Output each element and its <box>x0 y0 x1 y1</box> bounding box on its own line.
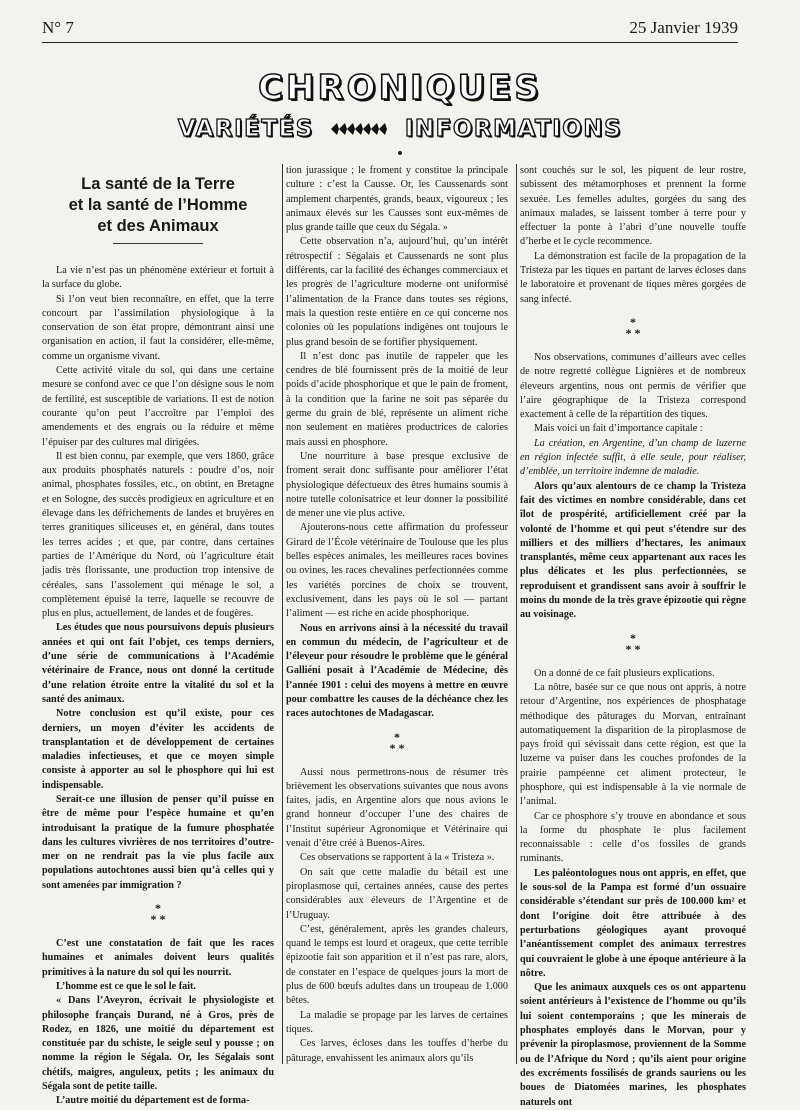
subtitle-informations: INFORMATIONS <box>404 116 623 142</box>
asterism-separator: * * * <box>389 729 405 755</box>
paragraph: On a donné de ce fait plusieurs explications. <box>534 667 715 679</box>
paragraph: La démonstration est facile de la propagation de la Tristeza par les tiques en partant de larves écloses dans le laboratoire et provenant de tiques mères gorgées de sang infecté. <box>520 250 746 305</box>
header-rule <box>42 42 738 43</box>
paragraph: Nous en arrivons ainsi à la nécessité du travail en commun du médecin, de l’agriculteur et de l’éleveur pour résoudre le problème que le général Galliéni posait à l’Académie de Médecine, dès l’année 1901 : celui des moyens à mettre en œuvre pour combattre les causes de la déchéance chez les races autochtones de Madagascar. <box>286 622 508 720</box>
paragraph: Que les animaux auxquels ces os ont appartenu soient antérieurs à l’existence de l’homme ou qu’ils lui soient contemporains ; que les minerais de phosphates employés dans le Morvan, pour y prévenir la piroplasmose, proviennent de la Somme ou de l’Afrique du Nord ; qu’ils aient pour origine des excréments fossilisés de grands sauriens ou les boues de Diatomées marines, les phosphates naturels ont <box>520 982 746 1108</box>
page-header <box>42 18 738 42</box>
asterism-separator: * * * <box>625 314 641 340</box>
paragraph: C’est une constatation de fait que les races humaines et animales doivent leurs qualités primitives à la nature du sol qui les nourrit. <box>42 938 274 978</box>
paragraph: La vie n’est pas un phénomène extérieur et fortuit à la surface du globe. <box>42 265 274 291</box>
paragraph: La nôtre, basée sur ce que nous ont appris, à notre retour d’Argentine, nos expériences de phosphatage méthodique des pâturages du Morvan, entraînant automatiquement la disparition de la piroplasmose de pays froid qui sévissait dans cette région, est que la luzerne va puiser dans les couches profondes de la prairie pampéenne cet aliment protecteur, le phosphore, qui est indispensable à la vie normale de l’animal. <box>520 681 746 808</box>
masthead <box>0 68 800 155</box>
paragraph: La création, en Argentine, d’un champ de luzerne en région infectée suffit, à elle seule, pour réaliser, d’emblée, un territoire indemne de maladie. <box>520 437 746 478</box>
paragraph: C’est, généralement, après les grandes chaleurs, quand le temps est lourd et orageux, que cette terrible épizootie fait son apparition et il n’est pas rare, alors, de constater en l’espace de quelques jours la mort de plus de 600 bœufs adultes dans un troupeau de 1.000 bêtes. <box>286 923 508 1007</box>
paragraph: Il est bien connu, par exemple, que vers 1860, grâce aux produits phosphatés naturels : poudre d’os, noir animal, phosphates fossiles, etc., on obtint, en Bretagne et en Sologne, des succès prodigieux en agriculture et en élevage dans les défrichements de landes et bruyères en terres granitiques siliceuses et, en général, dans toutes les terres acides ; et que, par contre, dans certaines parties de l’Amérique du Nord, où l’agriculture était jadis très florissante, une production trop intensive de céréales, sans l’assolement qui ménage le sol, a complètement épuisé la terre, laquelle se recouvre de plus en plus, actuellement, de landes et de fougères. <box>42 450 274 620</box>
paragraph: sont couchés sur le sol, les piquent de leur rostre, subissent des métamorphoses et prennent la forme sexuée. Les femelles adultes, gorgées du sang des animaux malades, se laissent tomber à terre pour y effectuer la ponte à l’abri d’une nouvelle touffe d’herbe et le cycle recommence. <box>520 165 746 248</box>
paragraph: Car ce phosphore s’y trouve en abondance et sous la forme du phosphate le plus facilement reconnaissable : celle d’os fossiles de grands ruminants. <box>520 810 746 865</box>
masthead-subtitle <box>0 114 800 145</box>
paragraph: Cette activité vitale du sol, qui dans une certaine mesure se confond avec ce que l’on désigne sous le nom de fertilité, est susceptible de variations. Il est de notion courante qu’on peut l’accroître par l’emploi des amendements et des engrais ou la réduire et même l’épuiser par des cultures mal dirigées. <box>42 365 274 448</box>
column-3 <box>520 164 746 1110</box>
asterism-separator: * * * <box>150 901 166 927</box>
subtitle-varietes: VARIÉTÉS <box>177 116 314 142</box>
paragraph: « Dans l’Aveyron, écrivait le physiologiste et philosophe français Durand, né à Gros, près de Rodez, en 1826, une moitié du département est constituée par du schiste, le seigle seul y pousse ; on nomme la région le Ségala. Or, les Ségalais sont chétifs, maigres, anguleux, petits ; les animaux du Ségala sont de petite taille. <box>42 995 274 1093</box>
paragraph: On sait que cette maladie du bétail est une piroplasmose qui, certaines années, cause des pertes considérables aux éleveurs de l’Argentine et de l’Uruguay. <box>286 866 508 921</box>
paragraph: Mais voici un fait d’importance capitale : <box>534 423 703 435</box>
paragraph: La maladie se propage par les larves de certaines tiques. <box>286 1009 508 1035</box>
paragraph: Ces observations se rapportent à la « Tristeza ». <box>300 852 495 864</box>
column-1 <box>42 164 283 1107</box>
article-title-line-2: et la santé de l’Homme <box>68 196 248 214</box>
paragraph: L’homme est ce que le sol le fait. <box>56 980 196 992</box>
paragraph: Cette observation n’a, aujourd’hui, qu’un intérêt rétrospectif : Ségalais et Caussenards ne sont plus différents, car la facilité des échanges commerciaux et les progrès de l’agriculture moderne ont uniformisé l’alimentation de la France dans toutes ses régions, mais la question reste entière en ce qui concerne nos colonies où les populations indigènes ont toujours le plus grand besoin de se fortifier physiquement. <box>286 236 508 348</box>
article-title-line-1: La santé de la Terre <box>81 175 235 193</box>
article-title <box>42 174 274 237</box>
paragraph: tion jurassique ; le froment y constitue la principale culture : c’est la Causse. Or, les Caussenards sont amplement charpentés, grands, beaux, vigoureux ; les animaux élevés sur les Causses sont eux-mêmes de plus grande taille que ceux du Ségala. » <box>286 165 508 234</box>
article-title-line-3: et des Animaux <box>97 217 219 235</box>
paragraph: Il n’est donc pas inutile de rappeler que les cendres de blé fournissent près de la moitié de leur poids d’acide phosphorique et que le pain de froment, à la condition que la farine ne soit pas séparée du germe du grain de blé, représente un aliment riche non seulement en matières productrices de calories mais aussi en phosphore. <box>286 350 508 448</box>
masthead-dot <box>398 151 402 155</box>
wheat-ornament-icon <box>331 115 387 145</box>
column-2 <box>286 164 517 1064</box>
title-rule <box>113 243 203 244</box>
paragraph: Une nourriture à base presque exclusive de froment serait donc suffisante pour améliorer l’état physiologique défectueux des êtres humains soumis à notre tutelle colonisatrice et leur donner la possibilité de mener une vie plus active. <box>286 450 508 520</box>
paragraph: Ajouterons-nous cette affirmation du professeur Girard de l’École vétérinaire de Toulouse que les plus belles espèces animales, les meilleures races bovines ou ovines, les races chevalines perfectionnées comme les variétés porcines de choix se trouvent, exclusivement, dans les pays où le sol — partant l’aliment — est riche en acide phosphorique. <box>286 522 508 620</box>
asterism-separator: * * * <box>625 630 641 656</box>
paragraph: Les études que nous poursuivons depuis plusieurs années et qui ont fait l’objet, ces temps derniers, d’une série de communications à l’Académie vétérinaire de France, nous ont donné la certitude d’une relation étroite entre la vitalité du sol et la santé des animaux. <box>42 622 274 705</box>
issue-number: N° 7 <box>42 18 74 37</box>
paragraph: Nos observations, communes d’ailleurs avec celles de notre regretté collègue Lignières et de nombreux éleveurs argentins, nous ont permis de vérifier que l’aire géographique de la Tristeza correspond exactement à celle de la répartition des tiques. <box>520 351 746 421</box>
masthead-title: CHRONIQUES <box>258 68 542 108</box>
paragraph: Aussi nous permettrons-nous de résumer très brièvement les observations suivantes que nous avons faites, jadis, en Argentine alors que nous avions le grand honneur d’occuper l’une des chaires de l’Institut supérieur Agronomique et Vétérinaire qui venait d’être créé à Buenos-Aires. <box>286 766 508 850</box>
issue-date: 25 Janvier 1939 <box>629 18 738 37</box>
paragraph: Alors qu’aux alentours de ce champ la Tristeza fait des victimes en nombre considérable, dans cet îlot de prospérité, artificiellement créé par la volonté de l’homme et qui peut s’étendre sur des milliers et des milliers d’hectares, les animaux transplantés, même ceux appartenant aux races les plus délicates et les plus perfectionnées, se reproduisent et grandissent sans avoir à souffrir le moins du monde de la très grave épizootie qui règne au voisinage. <box>520 480 746 621</box>
paragraph: L’autre moitié du département est de forma- <box>56 1095 250 1107</box>
paragraph: Serait-ce une illusion de penser qu’il puisse en être de même pour l’espèce humaine et qu’en introduisant la pratique de la fumure phosphatée dans les cultures vivrières de nos territoires d’outre-mer on ne rendrait pas la vie plus facile aux populations autochtones aussi bien qu’à celles qui y sont amenées par immigration ? <box>42 793 274 891</box>
paragraph: Les paléontologues nous ont appris, en effet, que le sous-sol de la Pampa est formé d’un ossuaire considérable s’étendant sur près de 100.000 km² et dont l’origine doit être attribuée à des perturbations géologiques ayant provoqué l’anéantissement complet des animaux terrestres qui couvraient le globe à une époque antérieure à la nôtre. <box>520 867 746 979</box>
paragraph: Notre conclusion est qu’il existe, pour ces derniers, un moyen d’éviter les accidents de transplantation et de développement de certaines maladies infectieuses, et que ce moyen simple consiste à apporter au sol le phosphore qui lui est indispensable. <box>42 708 274 791</box>
paragraph: Si l’on veut bien reconnaître, en effet, que la terre concourt par l’assimilation physiologique à la conservation de son état propre, démontrant ainsi une organisation en action, il faut la considérer, elle-même, comme un organisme vivant. <box>42 293 274 362</box>
paragraph: Ces larves, écloses dans les touffes d’herbe du pâturage, envahissent les animaux alors qu’ils <box>286 1038 508 1064</box>
